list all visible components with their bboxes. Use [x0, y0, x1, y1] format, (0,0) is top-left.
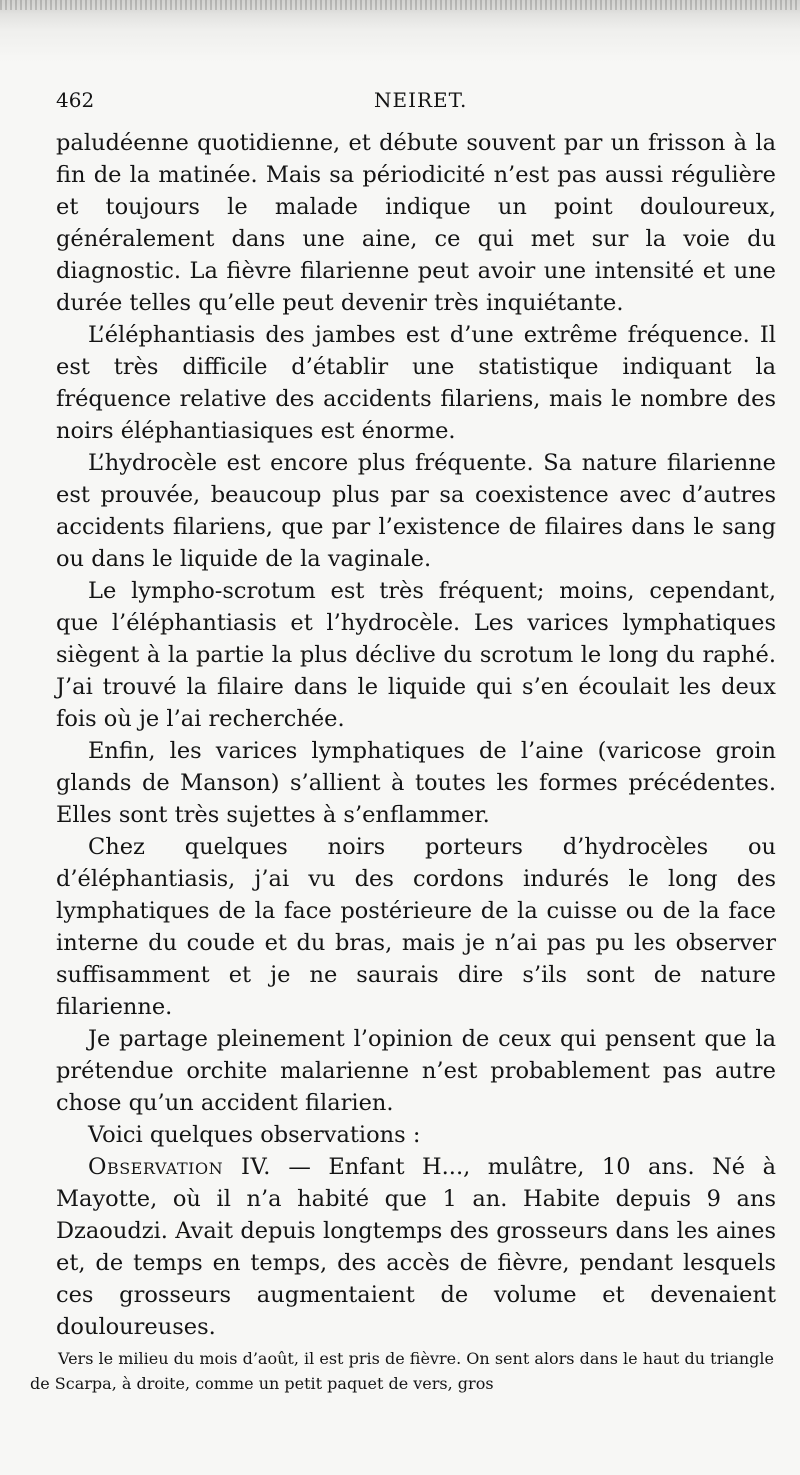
paragraph-hydrocele: L’hydrocèle est encore plus fréquente. Sa nature filarienne est prouvée, beaucoup plus par sa coexistence avec d’autres accidents filariens, que par l’existence de filaires dans le sang ou dans le liquide de la vaginale. — [56, 450, 776, 572]
scan-top-edge — [0, 0, 800, 62]
paragraph-elephantiasis: L’éléphantiasis des jambes est d’une extrême fréquence. Il est très difficile d’établir une statistique indiquant la fréquence relative des accidents filariens, mais le nombre des noirs éléphantiasiques est énorme. — [56, 322, 776, 444]
paragraph-cordons-indures: Chez quelques noirs porteurs d’hydrocèles ou d’éléphantiasis, j’ai vu des cordons indurés le long des lymphatiques de la face postérieure de la cuisse ou de la face interne du coude et du bras, mais je n’ai pas pu les observer suffisamment et je ne saurais dire s’ils sont de nature filarienne. — [56, 834, 776, 1020]
page-header — [56, 88, 772, 116]
observation-label: Observation IV. — [88, 1154, 271, 1180]
observation-paragraph — [56, 1151, 776, 1343]
running-head: NEIRET. — [374, 88, 468, 112]
page-number: 462 — [56, 88, 95, 112]
footnote-text: Vers le milieu du mois d’août, il est pris de fièvre. On sent alors dans le haut du triangle de Scarpa, à droite, comme un petit paquet de vers, gros — [30, 1349, 774, 1393]
paragraph-continued: paludéenne quotidienne, et débute souvent par un frisson à la fin de la matinée. Mais sa périodicité n’est pas aussi régulière et toujours le malade indique un point douloureux, généralement dans une aine, ce qui met sur la voie du diagnostic. La fièvre filarienne peut avoir une intensité et une durée telles qu’elle peut devenir très inquiétante. — [56, 130, 776, 316]
paragraph-varices-aine: Enfin, les varices lymphatiques de l’aine (varicose groin glands de Manson) s’allient à toutes les formes précédentes. Elles sont très sujettes à s’enflammer. — [56, 738, 776, 828]
observation-text: — Enfant H..., mulâtre, 10 ans. Né à Mayotte, où il n’a habité que 1 an. Habite depuis 9 ans Dzaoudzi. Avait depuis longtemps des grosseurs dans les aines et, de temps en temps, des accès de fièvre, pendant lesquels ces grosseurs augmentaient de volume et devenaient douloureuses. — [56, 1154, 776, 1340]
paragraph-orchite: Je partage pleinement l’opinion de ceux qui pensent que la prétendue orchite malarienne n’est probablement pas autre chose qu’un accident filarien. — [56, 1026, 776, 1116]
paragraph-observations-intro: Voici quelques observations : — [88, 1122, 421, 1148]
paragraph-lympho-scrotum: Le lympho-scrotum est très fréquent; moins, cependant, que l’éléphantiasis et l’hydrocèle. Les varices lymphatiques siègent à la partie la plus déclive du scrotum le long du raphé. J’ai trouvé la filaire dans le liquide qui s’en écoulait les deux fois où je l’ai recherchée. — [56, 578, 776, 732]
body-text — [56, 127, 776, 1343]
